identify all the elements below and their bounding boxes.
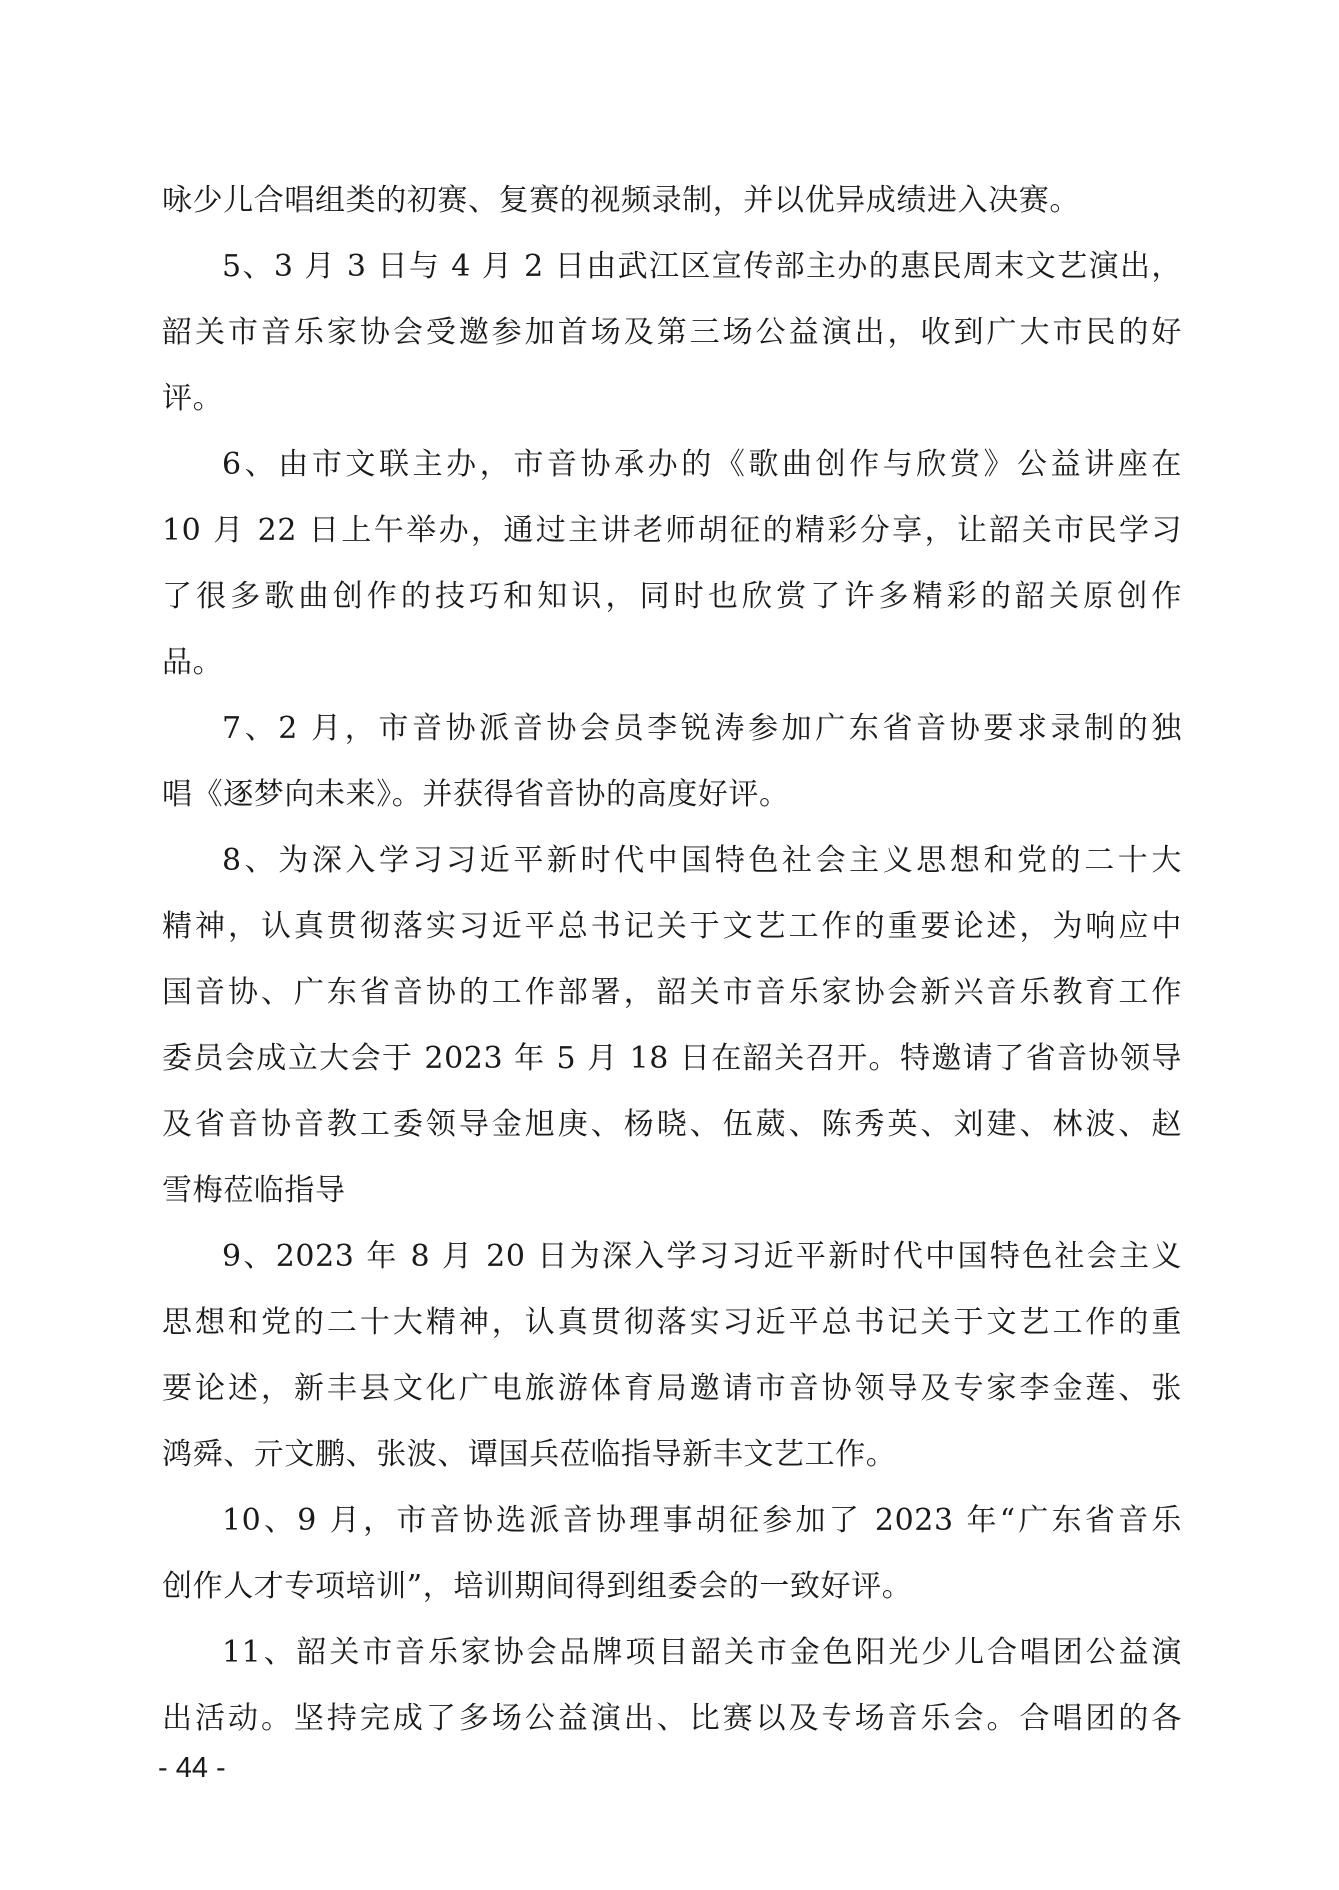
text-line: 9、2023 年 8 月 20 日为深入学习习近平新时代中国特色社会主义	[222, 1239, 1182, 1274]
text-line: 唱《逐梦向未来》。并获得省音协的高度好评。	[162, 777, 790, 812]
text-line: 精神，认真贯彻落实习近平总书记关于文艺工作的重要论述，为响应中	[162, 909, 1182, 944]
text-line: 韶关市音乐家协会受邀参加首场及第三场公益演出，收到广大市民的好	[162, 315, 1182, 350]
text-line: 10 月 22 日上午举办，通过主讲老师胡征的精彩分享，让韶关市民学习	[162, 513, 1182, 548]
text-line: 了很多歌曲创作的技巧和知识，同时也欣赏了许多精彩的韶关原创作	[162, 579, 1182, 614]
page-number: - 44 -	[158, 1752, 226, 1784]
text-line: 委员会成立大会于 2023 年 5 月 18 日在韶关召开。特邀请了省音协领导	[162, 1041, 1182, 1076]
text-line: 鸿舜、亓文鹏、张波、谭国兵莅临指导新丰文艺工作。	[162, 1437, 897, 1472]
text-line: 雪梅莅临指导	[162, 1173, 346, 1208]
text-line: 5、3 月 3 日与 4 月 2 日由武江区宣传部主办的惠民周末文艺演出，	[222, 249, 1182, 284]
text-line: 要论述，新丰县文化广电旅游体育局邀请市音协领导及专家李金莲、张	[162, 1371, 1182, 1406]
text-line: 咏少儿合唱组类的初赛、复赛的视频录制，并以优异成绩进入决赛。	[162, 183, 1080, 218]
document-body	[162, 168, 1182, 1752]
text-line: 6、由市文联主办，市音协承办的《歌曲创作与欣赏》公益讲座在	[222, 447, 1182, 482]
text-line: 及省音协音教工委领导金旭庚、杨晓、伍葳、陈秀英、刘建、林波、赵	[162, 1107, 1182, 1142]
text-line: 8、为深入学习习近平新时代中国特色社会主义思想和党的二十大	[222, 843, 1182, 878]
text-line: 7、2 月，市音协派音协会员李锐涛参加广东省音协要求录制的独	[222, 711, 1182, 746]
text-line: 创作人才专项培训”，培训期间得到组委会的一致好评。	[162, 1569, 913, 1604]
text-line: 品。	[162, 645, 224, 680]
text-line: 11、韶关市音乐家协会品牌项目韶关市金色阳光少儿合唱团公益演	[222, 1635, 1182, 1670]
text-line: 10、9 月，市音协选派音协理事胡征参加了 2023 年“广东省音乐	[222, 1503, 1182, 1538]
text-line: 评。	[162, 381, 224, 416]
text-line: 思想和党的二十大精神，认真贯彻落实习近平总书记关于文艺工作的重	[162, 1305, 1182, 1340]
text-line: 出活动。坚持完成了多场公益演出、比赛以及专场音乐会。合唱团的各	[162, 1701, 1182, 1736]
text-line: 国音协、广东省音协的工作部署，韶关市音乐家协会新兴音乐教育工作	[162, 975, 1182, 1010]
